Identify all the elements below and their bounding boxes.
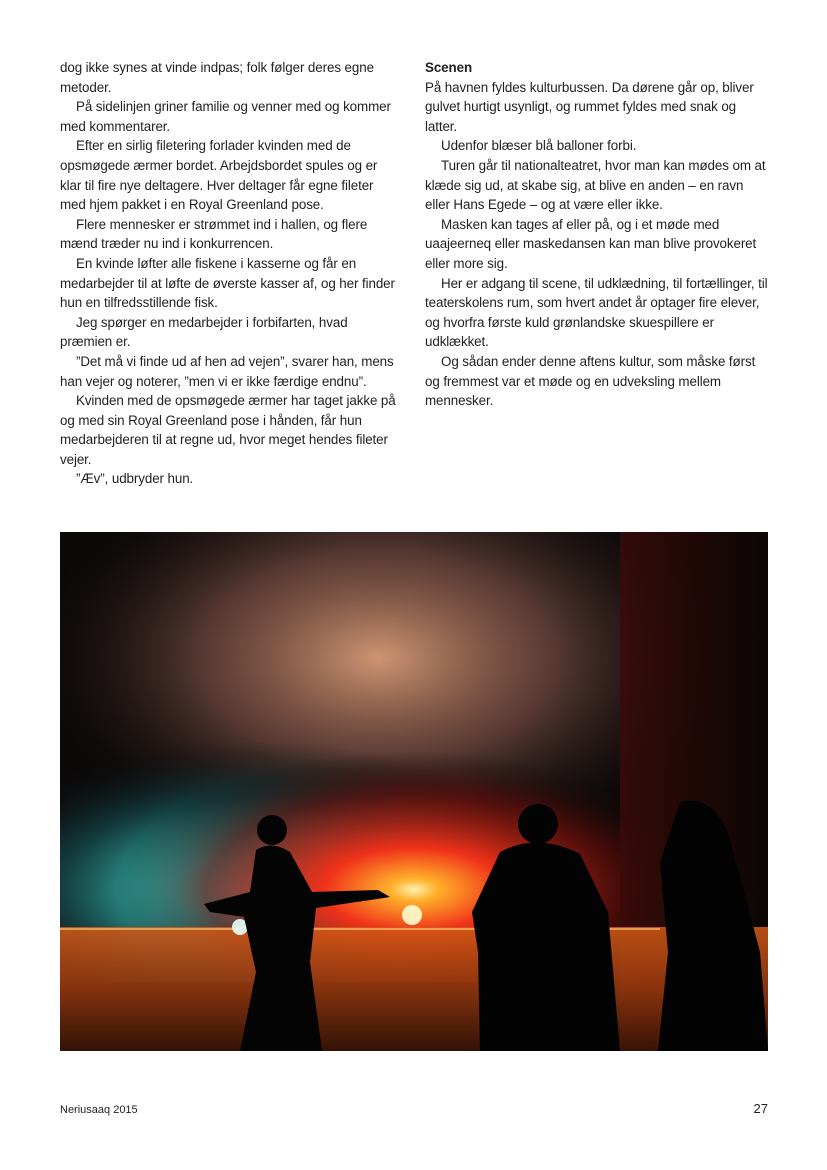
paragraph: På havnen fyldes kulturbussen. Da dørene går op, bliver gulvet hurtigt usynligt, og rummet fyldes med snak og latter. (425, 79, 754, 134)
right-text-column (425, 58, 769, 411)
paragraph: Masken kan tages af eller på, og i et møde med uaajeerneq eller maskedansen kan man blive provokeret eller more sig. (425, 216, 757, 271)
left-text-column (60, 58, 402, 489)
paragraph: Efter en sirlig filetering forlader kvinden med de opsmøgede ærmer bordet. Arbejdsbordet spules og er klar til fire nye deltagere. Hver deltager får egne fileter med hjem pakket i en Royal Greenland pose. (60, 138, 378, 213)
paragraph: Jeg spørger en medarbejder i forbifarten, hvad præmien er. (60, 314, 348, 350)
stage-scene-illustration (60, 532, 768, 1051)
paragraph: En kvinde løfter alle fiskene i kasserne og får en medarbejder til at løfte de øverste kasser af, og her finder hun en tilfredsstillende fisk. (60, 255, 395, 311)
paragraph: Og sådan ender denne aftens kultur, som måske først og fremmest var et møde og en udveksling mellem mennesker. (425, 353, 756, 409)
paragraph: Her er adgang til scene, til udklædning, til fortællinger, til teaterskolens rum, som hvert andet år optager fire elever, og hvorfra første kuld grønlandske skuespillere er udklækket. (425, 275, 768, 350)
page-number: 27 (753, 1101, 768, 1116)
paragraph: Kvinden med de opsmøgede ærmer har taget jakke på og med sin Royal Greenland pose i hånden, får hun medarbejderen til at regne ud, hvor meget hendes fileter vejer. (60, 393, 396, 467)
paragraph: ”Æv”, udbryder hun. (76, 471, 194, 487)
paragraph: På sidelinjen griner familie og venner med og kommer med kommentarer. (60, 99, 391, 134)
paragraph: Flere mennesker er strømmet ind i hallen, og flere mænd træder nu ind i konkurrencen. (60, 216, 368, 252)
paragraph: Turen går til nationalteatret, hvor man kan mødes om at klæde sig ud, at skabe sig, at blive en anden – en ravn eller Hans Egede – og at være eller ikke. (425, 157, 766, 213)
stage-photo (60, 532, 768, 1051)
section-heading: Scenen (425, 60, 473, 75)
paragraph: dog ikke synes at vinde indpas; folk følger deres egne metoder. (60, 60, 374, 95)
paragraph: Udenfor blæser blå balloner forbi. (441, 138, 637, 154)
paragraph: ”Det må vi finde ud af hen ad vejen”, svarer han, mens han vejer og noterer, ”men vi er ikke færdige endnu”. (60, 353, 394, 389)
publication-name: Neriusaaq 2015 (60, 1104, 138, 1116)
